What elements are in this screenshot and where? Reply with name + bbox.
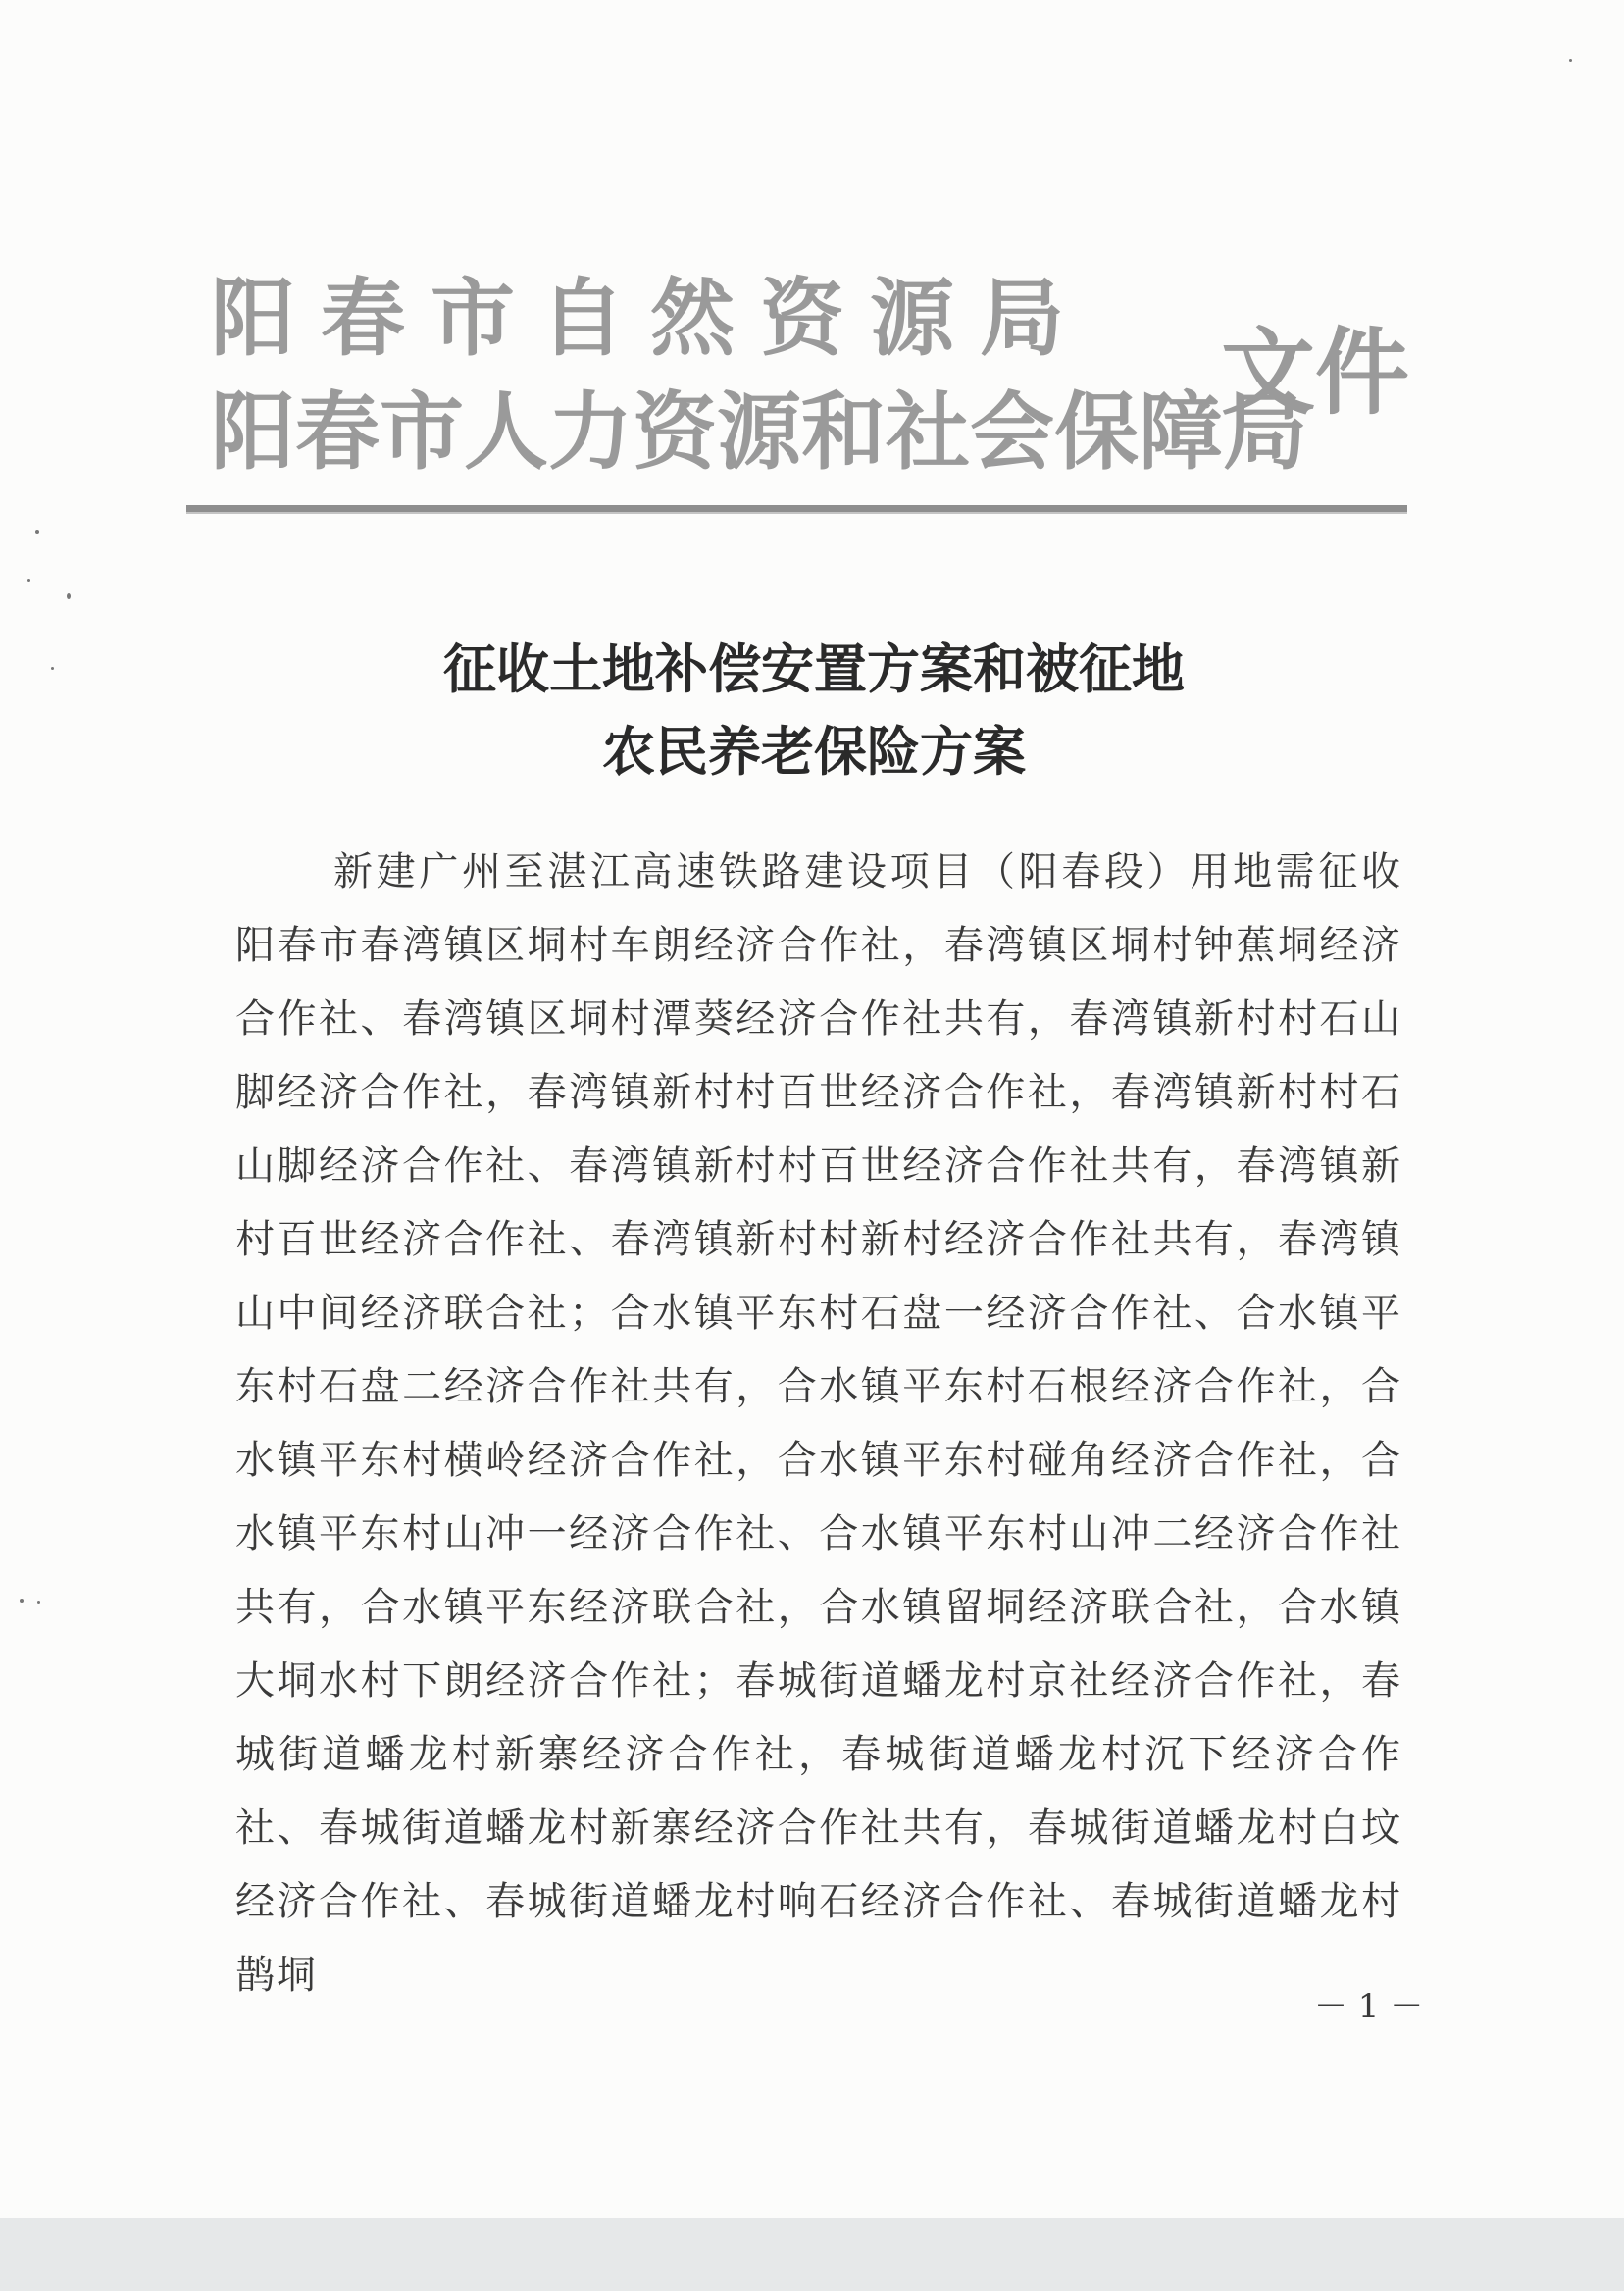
document-title [294, 628, 1334, 792]
scan-speck [1569, 59, 1572, 62]
issuing-org-1: 阳春市自然资源局 [211, 269, 1090, 368]
document-header [201, 265, 1417, 500]
header-divider [186, 505, 1407, 514]
scan-speck [35, 530, 39, 534]
body-paragraph: 新建广州至湛江高速铁路建设项目（阳春段）用地需征收阳春市春湾镇区垌村车朗经济合作社，春湾镇区垌村钟蕉垌经济合作社、春湾镇区垌村潭葵经济合作社共有，春湾镇新村村石山脚经济合作社，春湾镇新村村百世经济合作社，春湾镇新村村石山脚经济合作社、春湾镇新村村百世经济合作社共有，春湾镇新村百世经济合作社、春湾镇新村村新村经济合作社共有，春湾镇山中间经济联合社；合水镇平东村石盘一经济合作社、合水镇平东村石盘二经济合作社共有，合水镇平东村石根经济合作社，合水镇平东村横岭经济合作社，合水镇平东村碰角经济合作社，合水镇平东村山冲一经济合作社、合水镇平东村山冲二经济合作社共有，合水镇平东经济联合社，合水镇留垌经济联合社，合水镇大垌水村下朗经济合作社；春城街道蟠龙村京社经济合作社，春城街道蟠龙村新寨经济合作社，春城街道蟠龙村沉下经济合作社、春城街道蟠龙村新寨经济合作社共有，春城街道蟠龙村白坟经济合作社、春城街道蟠龙村响石经济合作社、春城街道蟠龙村鹊垌 [235, 849, 1402, 1998]
scan-speck [67, 593, 71, 599]
scan-speck [27, 579, 30, 582]
scan-speck [20, 1599, 24, 1603]
title-line-2: 农民养老保险方案 [602, 720, 1026, 783]
scan-speck [37, 1601, 40, 1604]
title-line-1: 征收土地补偿安置方案和被征地 [443, 637, 1185, 700]
page-number: － 1 － [1314, 1987, 1424, 2026]
issuing-org-2: 阳春市人力资源和社会保障局 [211, 382, 1307, 482]
scan-speck [51, 667, 54, 670]
scan-bottom-margin [0, 2218, 1624, 2291]
document-type-label: 文件 [1221, 317, 1409, 428]
